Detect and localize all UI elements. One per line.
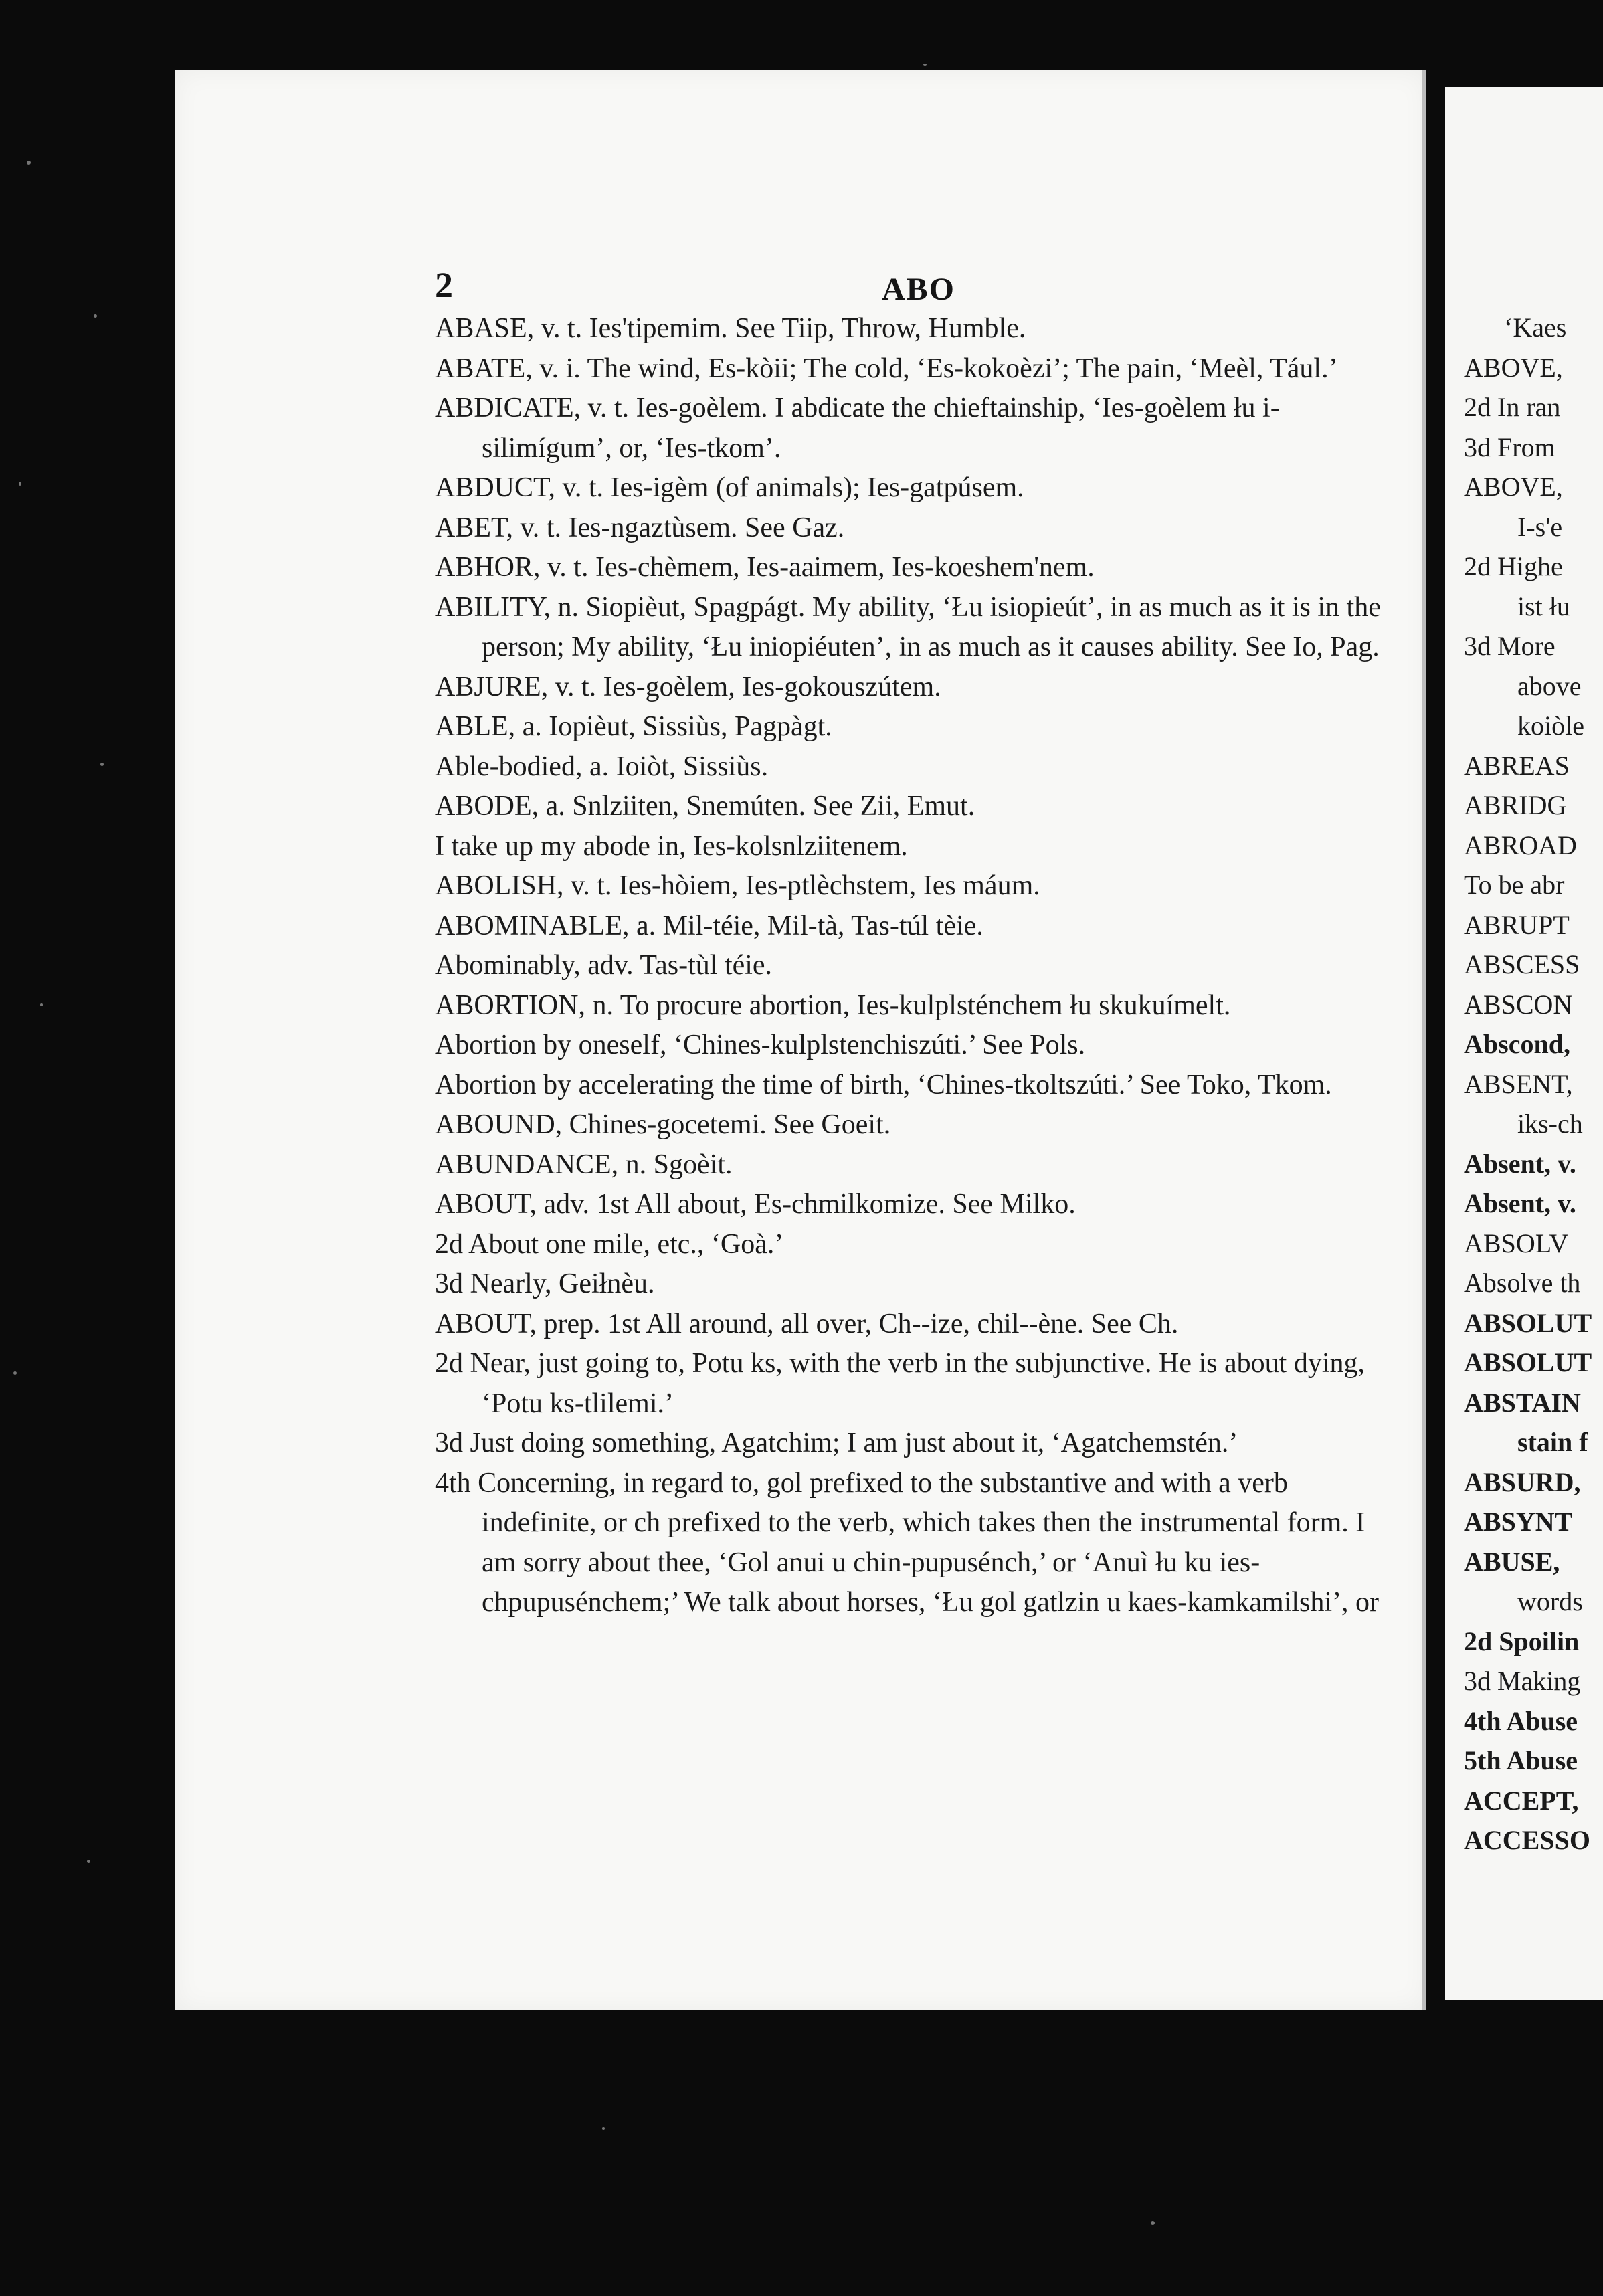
next-page-line: ABSCESS <box>1464 949 1580 979</box>
next-page-line: Absent, v. <box>1464 1148 1576 1179</box>
next-page-line: ist łu <box>1517 591 1570 621</box>
dictionary-entry: ABATE, v. i. The wind, Es-kòii; The cold, ‘Es-kokoèzi’; The pain, ‘Meèl, Tául.’ <box>435 353 1338 384</box>
dictionary-entry: ABET, v. t. Ies-ngaztùsem. See Gaz. <box>435 512 845 543</box>
page-gutter <box>1426 87 1445 2007</box>
dictionary-entry: 2d About one mile, etc., ‘Goà.’ <box>435 1228 784 1260</box>
dictionary-entry: Able-bodied, a. Ioiòt, Sissiùs. <box>435 751 769 782</box>
dictionary-entry: 2d Near, just going to, Potu ks, with the verb in the subjunctive. He is about dying, ‘Potu ks-tlilemi.’ <box>435 1348 1365 1419</box>
next-page-line: ABRUPT <box>1464 909 1570 940</box>
scan-speck <box>27 161 31 165</box>
next-page-line: 3d From <box>1464 432 1555 462</box>
dictionary-entry: ABODE, a. Snlziiten, Snemúten. See Zii, Emut. <box>435 791 975 822</box>
next-page-line: 2d Highe <box>1464 551 1563 581</box>
scan-speck <box>13 1371 17 1375</box>
next-page-line: ‘Kaes <box>1504 312 1567 343</box>
dictionary-entry: ABLE, a. Iopièut, Sissiùs, Pagpàgt. <box>435 711 832 742</box>
next-page-line: words <box>1517 1586 1583 1616</box>
next-page-line: 3d More <box>1464 631 1555 661</box>
next-page-line: ABOVE, <box>1464 352 1563 383</box>
next-page-line: 5th Abuse <box>1464 1745 1578 1776</box>
entry-column <box>435 309 1385 1623</box>
dictionary-entry: ABUNDANCE, n. Sgoèit. <box>435 1149 733 1180</box>
next-page-line: ABSYNT <box>1464 1507 1573 1537</box>
next-page-line: ABSOLUT <box>1464 1307 1592 1338</box>
dictionary-entry: ABDUCT, v. t. Ies-igèm (of animals); Ies-gatpúsem. <box>435 472 1024 503</box>
page-number: 2 <box>435 265 453 305</box>
next-page-line: ABREAS <box>1464 750 1570 781</box>
next-page-line: stain f <box>1517 1427 1588 1457</box>
next-page-line: I-s'e <box>1517 511 1563 542</box>
next-page-line: ABRIDG <box>1464 790 1567 820</box>
next-page-line: ABSTAIN <box>1464 1387 1581 1418</box>
next-page-line: Absent, v. <box>1464 1188 1576 1218</box>
scan-speck <box>87 1860 90 1863</box>
next-page-line: ACCEPT, <box>1464 1785 1579 1816</box>
dictionary-entry: ABOMINABLE, a. Mil-téie, Mil-tà, Tas-túl tèie. <box>435 910 983 941</box>
dictionary-entry: ABOLISH, v. t. Ies-hòiem, Ies-ptlèchstem, Ies máum. <box>435 870 1040 901</box>
dictionary-entry: ABASE, v. t. Ies'tipemim. See Tiip, Throw, Humble. <box>435 313 1026 344</box>
next-page-line: Absolve th <box>1464 1268 1581 1298</box>
next-page-edge <box>1445 87 1603 2000</box>
next-page-line: ABSURD, <box>1464 1466 1581 1497</box>
scan-speck <box>94 314 97 318</box>
dictionary-entry: ABJURE, v. t. Ies-goèlem, Ies-gokouszútem. <box>435 671 941 702</box>
dictionary-entry: 3d Nearly, Geiłnèu. <box>435 1268 655 1299</box>
scan-speck <box>1151 2221 1155 2225</box>
scan-speck <box>602 2127 605 2130</box>
dictionary-entry: ABDICATE, v. t. Ies-goèlem. I abdicate the chieftainship, ‘Ies-goèlem łu i-silimígum’, or, ‘Ies-tkom’. <box>435 393 1280 464</box>
dictionary-entry: ABORTION, n. To procure abortion, Ies-kulplsténchem łu skukuímelt. <box>435 989 1231 1021</box>
dictionary-entry: Abortion by accelerating the time of birth, ‘Chines-tkoltszúti.’ See Toko, Tkom. <box>435 1069 1332 1101</box>
dictionary-entry: Abortion by oneself, ‘Chines-kulplstenchiszúti.’ See Pols. <box>435 1030 1086 1060</box>
next-page-line: iks-ch <box>1517 1109 1583 1139</box>
next-page-line: ABOVE, <box>1464 472 1563 502</box>
dictionary-entry: 3d Just doing something, Agatchim; I am just about it, ‘Agatchemstén.’ <box>435 1428 1238 1458</box>
next-page-line: ABSOLUT <box>1464 1347 1592 1377</box>
next-page-line: koiòle <box>1517 710 1584 741</box>
next-page-line: 2d In ran <box>1464 392 1561 422</box>
scan-speck <box>100 763 104 766</box>
next-page-line: ACCESSO <box>1464 1825 1590 1855</box>
dictionary-entry: 4th Concerning, in regard to, gol prefixed to the substantive and with a verb indefinite, or ch prefixed to the verb, which takes then the instrumental form. I am sorry about thee, ‘Gol anui u chin-pupusénch,’ or ‘Anuì łu ku ies-chpupusénchem;’ We talk about horses, ‘Łu gol gatlzin u kaes-kamkamilshi’, or <box>435 1467 1380 1618</box>
next-page-line: above <box>1517 670 1582 701</box>
next-page-line: 4th Abuse <box>1464 1705 1578 1736</box>
scan-speck <box>19 482 21 486</box>
next-page-line: ABROAD <box>1464 830 1577 860</box>
scan-speck <box>923 64 927 66</box>
dictionary-entry: ABOUT, adv. 1st All about, Es-chmilkomize. See Milko. <box>435 1189 1076 1220</box>
next-page-line: ABSENT, <box>1464 1068 1573 1099</box>
next-page-line: Abscond, <box>1464 1029 1570 1059</box>
next-page-line: To be abr <box>1464 870 1565 900</box>
dictionary-entry: ABHOR, v. t. Ies-chèmem, Ies-aaimem, Ies-koeshem'nem. <box>435 552 1095 583</box>
dictionary-entry: ABOUND, Chines-gocetemi. See Goeit. <box>435 1109 891 1140</box>
next-page-line: ABSOLV <box>1464 1228 1569 1258</box>
dictionary-entry: I take up my abode in, Ies-kolsnlziitenem. <box>435 830 908 862</box>
dictionary-entry: Abominably, adv. Tas-tùl téie. <box>435 950 773 981</box>
next-page-line: ABUSE, <box>1464 1546 1560 1577</box>
running-head: ABO <box>882 272 956 307</box>
next-page-line: 2d Spoilin <box>1464 1626 1580 1656</box>
next-page-column <box>1464 308 1603 1860</box>
dictionary-entry: ABOUT, prep. 1st All around, all over, Ch--ize, chil--ène. See Ch. <box>435 1308 1179 1339</box>
dictionary-entry: ABILITY, n. Siopièut, Spagpágt. My ability, ‘Łu isiopieút’, in as much as it is in the person; My ability, ‘Łu iniopiéuten’, in as much as it causes ability. See Io, Pag. <box>435 591 1381 662</box>
next-page-line: 3d Making <box>1464 1666 1581 1696</box>
next-page-line: ABSCON <box>1464 989 1573 1020</box>
scan-speck <box>40 1003 43 1006</box>
